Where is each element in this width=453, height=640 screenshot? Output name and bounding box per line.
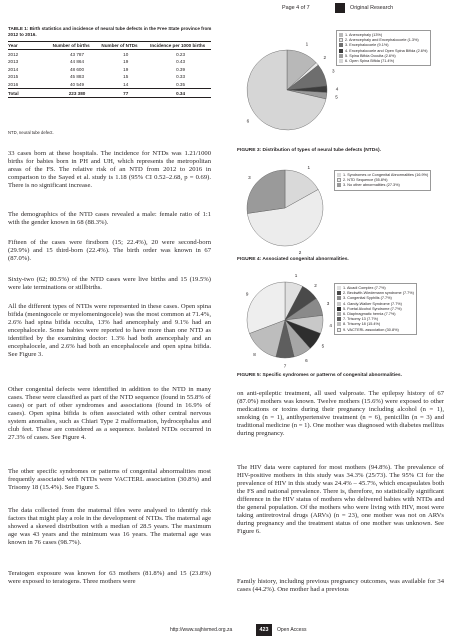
pie-slice-label: 3	[248, 174, 251, 180]
legend-swatch	[337, 173, 341, 177]
table-total-row: Total 223 380 77 0.34	[8, 89, 211, 98]
page-number: Page 4 of 7	[282, 5, 310, 11]
paragraph: The HIV data were captured for most mothers (94.8%). The prevalence of HIV-positive mothers in this study was 34.3% (25/73). The 95% CI for the prevalence of HIV in this study was 24.4% – 45.7%, which encapsulates both the FS and national prevalence. There is, therefore, no statistically significant difference in the HIV status of mothers who delivered babies with NTDs and the general population. Of the mothers who were living with HIV, most were taking antiretroviral drugs (ARVs) (n = 23), one mother was not on ARVs during pregnancy and the treatment status of one mother was unknown. See Figure 6.	[237, 464, 444, 535]
header-divider-block	[335, 3, 345, 13]
section-label: Original Research	[350, 5, 394, 11]
table-footnote: NTD, neural tube defect.	[8, 130, 54, 135]
legend-item: 4. Gandy-Walker Syndrome (7.7%)	[337, 301, 414, 306]
legend-item: 1. Syndromes or Congenital Abnormalities (16.9%)	[337, 173, 428, 178]
pie-slice-label: 9	[245, 291, 249, 297]
paragraph: The demographics of the NTD cases revealed a male: female ratio of 1:1 with the gender known in 68 (88.3%).	[8, 211, 211, 226]
legend-swatch	[337, 307, 341, 311]
legend-item: 4. Encephalocoele and Open Spina Bifida (2.6%)	[339, 48, 428, 53]
legend-swatch	[339, 43, 343, 47]
legend-swatch	[337, 183, 341, 187]
figure-4-caption: FIGURE 4: Associated congenital abnormalities.	[237, 257, 349, 262]
legend-swatch	[337, 178, 341, 182]
figure-4-legend	[334, 170, 431, 191]
pie-slice	[247, 170, 285, 213]
paragraph: The data collected from the maternal files were analysed to identify risk factors that might play a role in the development of NTDs. The maternal age showed a skewed distribution with a median of 28.5 years. The maximum age was 43 years and the minimum was 16 years. The maternal age was known in 76 cases (98.7%).	[8, 507, 211, 546]
legend-swatch	[339, 33, 343, 37]
legend-item: 6. Open Spina Bifida (71.4%)	[339, 58, 428, 63]
col-header: Number of births	[53, 42, 102, 50]
paragraph: Teratogen exposure was known for 63 mothers (81.8%) and 15 (23.8%) were exposed to teratogens. Three mothers were	[8, 570, 211, 585]
legend-item: 9. VACTERL association (30.8%)	[337, 327, 414, 332]
col-header: Number of NTDs	[101, 42, 150, 50]
legend-item: 2. NTD Sequence (55.8%)	[337, 178, 428, 183]
pie-slice-label: 2	[314, 283, 317, 289]
legend-swatch	[337, 322, 341, 326]
page-number-badge: 423	[256, 624, 272, 636]
legend-item: 7. Trisomy 13 (7.7%)	[337, 317, 414, 322]
pie-slice-label: 3	[332, 68, 335, 74]
pie-slice-label: 2	[323, 54, 327, 60]
legend-swatch	[337, 302, 341, 306]
pie-slice-label: 5	[335, 94, 338, 100]
legend-item: 8. Trisomy 18 (15.4%)	[337, 322, 414, 327]
table-row: 2016 40 549 14 0.35	[8, 82, 186, 88]
legend-item: 3. No other abnormalities (27.3%)	[337, 183, 428, 188]
journal-url-link[interactable]: http://www.sajhivmed.org.za	[170, 627, 233, 633]
paragraph: Other congenital defects were identified in addition to the NTD in many cases. These were classified as part of the NTD sequence (found in 55.8% of cases) or part of other syndromes and associations (found in 16.9% of cases). Open spina bifida is often associated with other central nervous system anomalies, such as Chiari Type 2 malformation, hydrocephalus and club feet. These are considered as a sequence. Isolated NTDs occurred in 27.3% of cases. See Figure 4.	[8, 386, 211, 441]
legend-item: 2. Anencephaly and Encephalocoele (1.3%)	[339, 38, 428, 43]
pie-slice-label: 7	[283, 363, 287, 369]
open-access-label: Open Access	[277, 627, 307, 633]
legend-item: 3. Encephalocoele (9.1%)	[339, 43, 428, 48]
paragraph: Fifteen of the cases were firstborn (15; 22.4%), 20 were second-born (29.9%) and 15 third-born (22.4%). The birth order was known in 67 (87.0%).	[8, 239, 211, 262]
figure-5-legend	[334, 283, 417, 335]
pie-slice-label: 6	[305, 358, 308, 364]
birth-statistics-table	[8, 41, 211, 98]
figure-5-pie-chart	[237, 268, 337, 370]
paragraph: Sixty-two (62; 80.5%) of the NTD cases were live births and 15 (19.5%) were late terminations or stillbirths.	[8, 276, 211, 291]
paragraph: Family history, including previous pregnancy outcomes, was available for 34 cases (44.2%). One mother had a previous	[237, 578, 444, 593]
pie-slice-label: 1	[307, 164, 311, 170]
pie-slice-label: 2	[298, 250, 302, 256]
legend-swatch	[337, 317, 341, 321]
legend-swatch	[339, 49, 343, 53]
legend-item: 5. Foetal Alcohol Syndrome (7.7%)	[337, 306, 414, 311]
paragraph: The other specific syndromes or patterns of congenital abnormalities most frequently associated with NTDs were VACTERL association (30.8%) and Trisomy 18 (15.4%). See Figure 5.	[8, 468, 211, 491]
legend-swatch	[337, 291, 341, 295]
pie-slice-label: 1	[305, 41, 309, 47]
legend-item: 1. Aicadi Complex (7.7%)	[337, 286, 414, 291]
table-row: 2014 48 600 19 0.39	[8, 66, 186, 72]
table-row: 2015 45 883 15 0.33	[8, 74, 186, 80]
paragraph: on anti-epileptic treatment, all used valproate. The epilepsy history of 67 (87.0%) mothers was known. Twelve mothers (15.6%) were exposed to other medications or toxins during their pregnancy including alcohol (n = 1), smoking (n = 1), antihypertensive treatment (n = 6), penicillin (n = 3) and traditional medicine (n = 1). One mother was diagnosed with diabetes mellitus during pregnancy.	[237, 390, 444, 437]
col-header: Year	[8, 42, 53, 50]
legend-swatch	[339, 59, 343, 63]
table-caption: TABLE 1: Birth statistics and incidence of neural tube defects in the Free State province from 2012 to 2016.	[8, 26, 212, 37]
table-row: 2013 44 864 19 0.43	[8, 59, 186, 65]
legend-item: 2. Beckwith-Wiedemann syndrome (7.7%)	[337, 291, 414, 296]
pie-slice-label: 1	[294, 272, 298, 278]
legend-swatch	[337, 286, 341, 290]
legend-swatch	[337, 312, 341, 316]
figure-3-pie-chart	[237, 28, 337, 143]
pie-slice-label: 6	[246, 118, 250, 124]
figure-4-pie-chart	[237, 160, 337, 258]
legend-swatch	[339, 54, 343, 58]
table-row: 2012 43 787 10 0.23	[8, 51, 186, 57]
legend-item: 3. Congenital Syphilis (7.7%)	[337, 296, 414, 301]
legend-swatch	[337, 328, 341, 332]
figure-3-legend	[336, 30, 431, 66]
legend-item: 6. Diaphragmatic hernia (7.7%)	[337, 311, 414, 316]
legend-swatch	[337, 296, 341, 300]
figure-5-caption: FIGURE 5: Specific syndromes or patterns of congenital abnormalities.	[237, 373, 402, 378]
pie-slice-label: 3	[326, 301, 330, 307]
pie-slice-label: 8	[253, 351, 256, 357]
pie-slice-label: 4	[329, 323, 332, 329]
legend-item: 1. Anencephaly (13%)	[339, 33, 428, 38]
paragraph: 33 cases born at these hospitals. The incidence for NTDs was 1.21/1000 births for babies born in PH and UH, which represents the metropolitan areas of the FS. The relative risk of an NTD from 2012 to 2016 in comparison to the Sayed et al. study is 1.18 (95% CI 0.52–2.68, p = 0.69). There is no significant increase.	[8, 150, 211, 189]
pie-slice-label: 4	[335, 86, 339, 92]
pie-slice-label: 5	[321, 343, 325, 349]
col-header: Incidence per 1000 births	[150, 42, 211, 50]
figure-3-caption: FIGURE 3: Distribution of types of neural tube defects (NTDs).	[237, 148, 382, 153]
paragraph: All the different types of NTDs were represented in these cases. Open spina bifida (meningocele or myelomeningocele) was the most common at 71.4%, 2.6% had spina bifida occulta, 13% had anencephaly and 9.1% had an encephalocele. Some babies were reported to have more than one NTD as identified by the examining doctor: 1.3% had both anencephaly and an encephalocele, and 2.6% had both an encephalocele and open spina bifida. See Figure 3.	[8, 303, 211, 358]
legend-swatch	[339, 38, 343, 42]
legend-item: 5. Spina Bifida Occulta (2.6%)	[339, 53, 428, 58]
